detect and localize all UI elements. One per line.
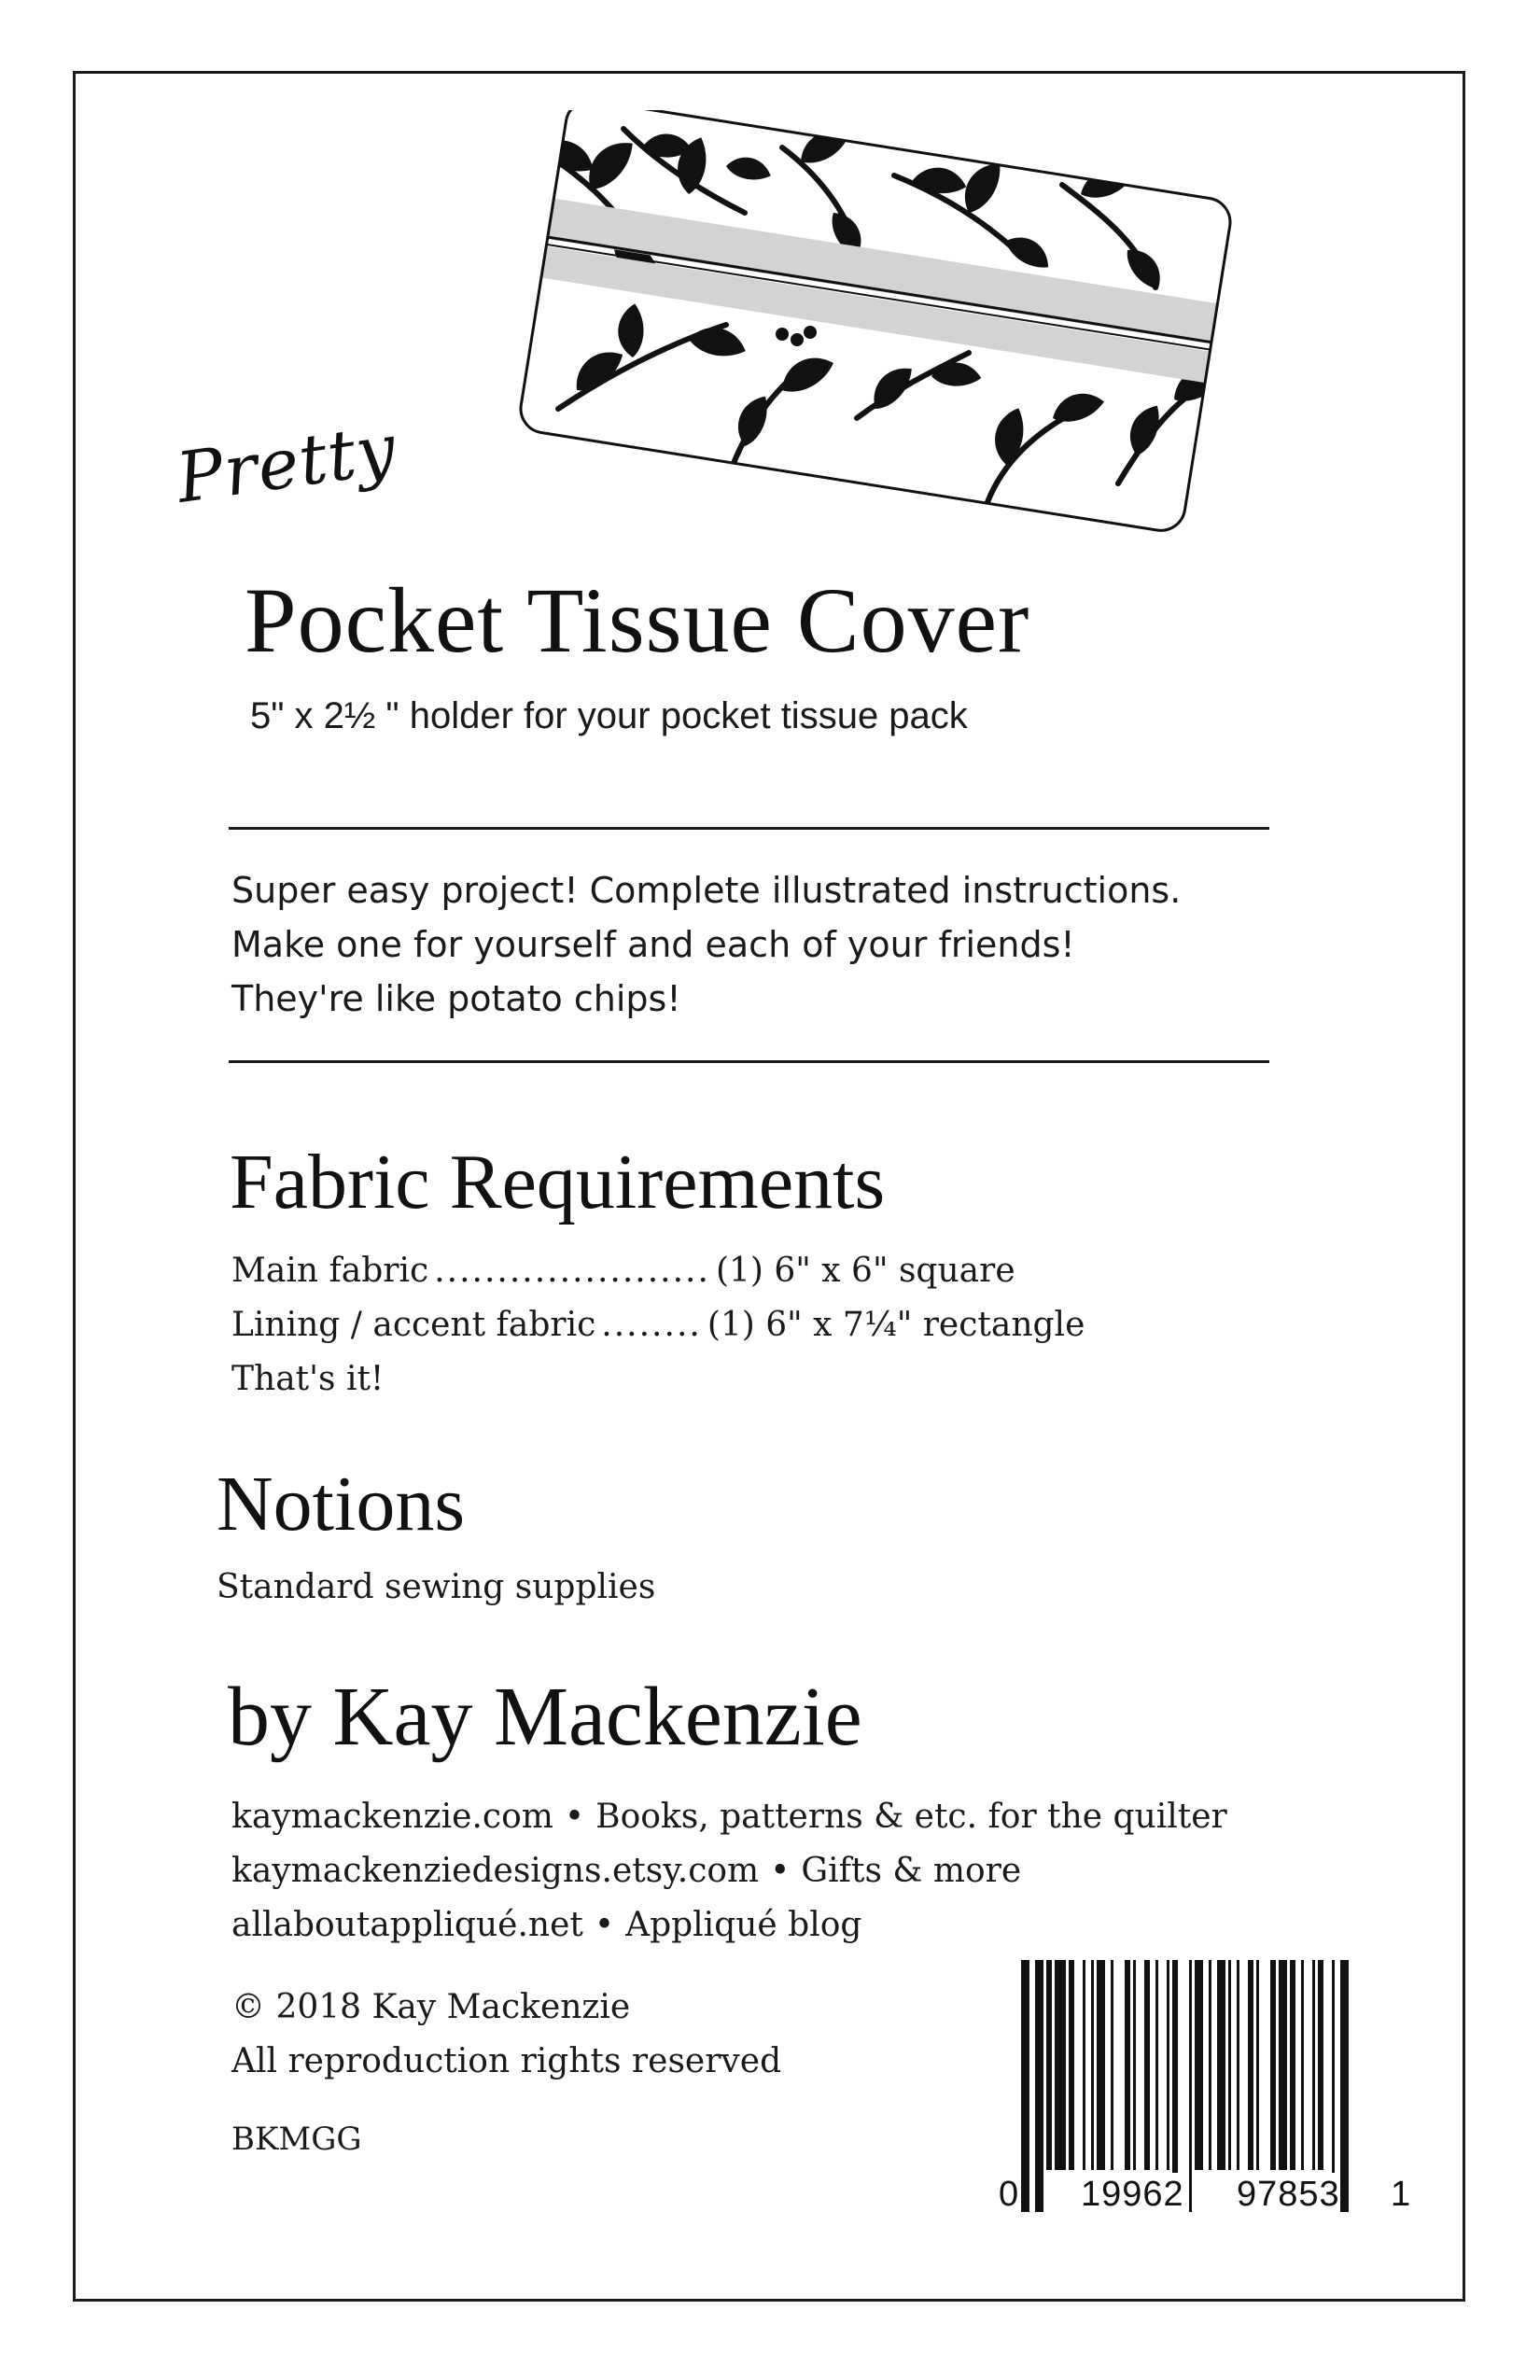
site-link[interactable]: kaymackenziedesigns.etsy.com xyxy=(231,1852,760,1890)
copyright: © 2018 Kay Mackenzie All reproduction rights reserved xyxy=(231,1988,782,2080)
page-title: Pocket Tissue Cover xyxy=(245,568,1030,672)
fabric-heading: Fabric Requirements xyxy=(230,1139,886,1225)
barcode-icon xyxy=(997,1960,1417,2221)
project-blurb xyxy=(231,863,1181,1026)
author-byline: by Kay Mackenzie xyxy=(228,1671,862,1763)
blurb-line: Super easy project! Complete illustrated instructions. xyxy=(231,870,1182,911)
sku-code: BKMGG xyxy=(231,2121,362,2158)
fabric-closing: That's it! xyxy=(231,1360,385,1398)
fabric-item: Main fabric ...................... (1) 6" x 6" square xyxy=(231,1252,1015,1290)
link-row: allaboutappliqué.net • Appliqué blog xyxy=(231,1906,862,1944)
barcode-digit-right: 1 xyxy=(1391,2175,1411,2214)
page-subtitle: 5" x 2½ " holder for your pocket tissue pack xyxy=(250,695,968,736)
blurb-line: Make one for yourself and each of your friends! xyxy=(231,924,1075,965)
fabric-item: Lining / accent fabric ........ (1) 6" x 7¼" rectangle xyxy=(231,1306,1085,1344)
title-pretty: Pretty xyxy=(172,408,401,519)
site-link[interactable]: allaboutappliqué.net xyxy=(231,1906,583,1944)
notions-heading: Notions xyxy=(217,1461,466,1547)
blurb-line: They're like potato chips! xyxy=(231,978,681,1019)
tissue-cover-illustration xyxy=(502,110,1249,549)
link-row: kaymackenziedesigns.etsy.com • Gifts & more xyxy=(231,1852,1022,1890)
author-links xyxy=(231,1790,1227,1953)
divider-top xyxy=(229,827,1269,830)
link-row: kaymackenzie.com • Books, patterns & etc. for the quilter xyxy=(231,1798,1227,1836)
barcode-group-2: 97853 xyxy=(1237,2175,1340,2214)
site-link[interactable]: kaymackenzie.com xyxy=(231,1798,553,1836)
barcode-digit-left: 0 xyxy=(999,2175,1019,2214)
barcode-group-1: 19962 xyxy=(1081,2175,1184,2214)
fabric-list xyxy=(231,1244,1085,1407)
divider-bottom xyxy=(229,1060,1269,1063)
notions-text: Standard sewing supplies xyxy=(217,1568,656,1606)
